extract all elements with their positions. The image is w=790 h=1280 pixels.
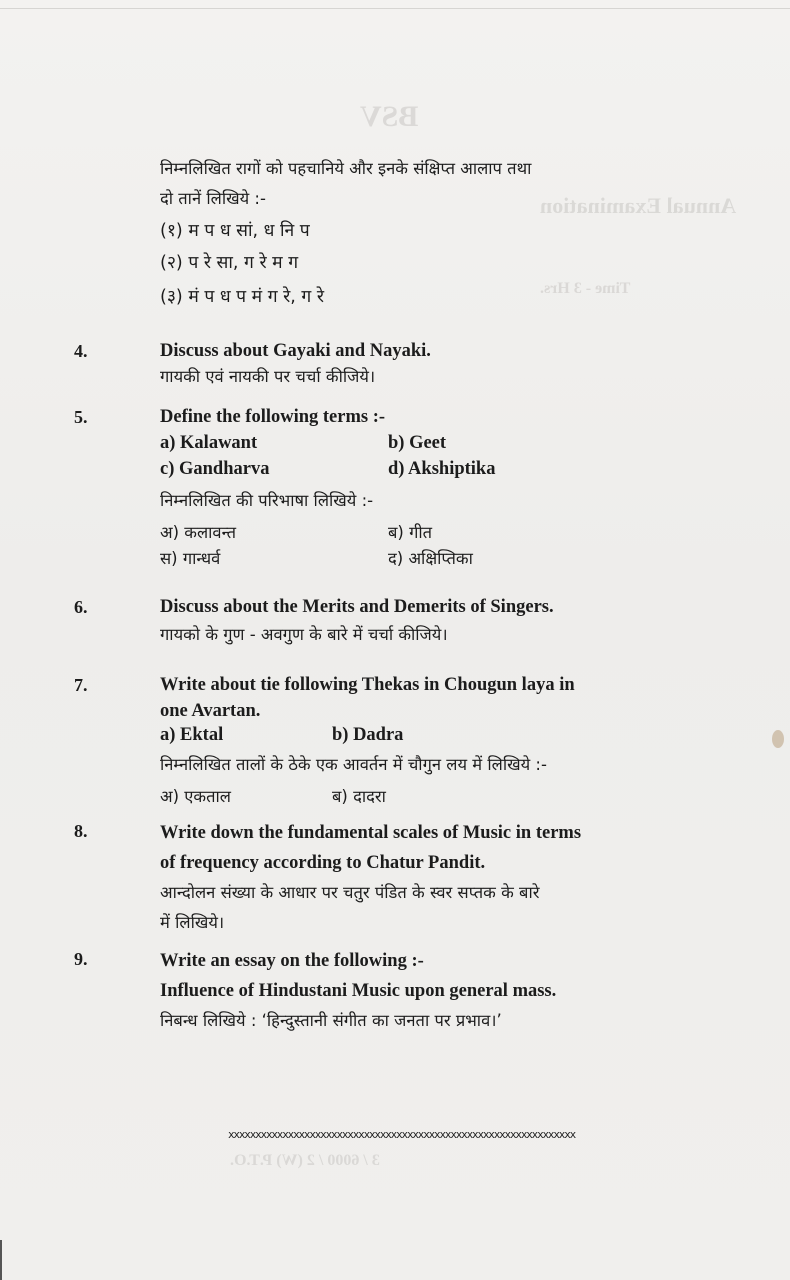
q3-item-1: (१) म प ध सां, ध नि प — [160, 221, 310, 241]
q5-option-a: a) Kalawant — [160, 433, 258, 453]
q7-number: 7. — [74, 675, 88, 695]
q3-item-3: (३) मं प ध प मं ग रे, ग रे — [160, 287, 324, 307]
q7-option-a: a) Ektal — [160, 725, 224, 745]
q5-number: 5. — [74, 407, 88, 427]
q7-options — [160, 724, 680, 746]
q9-hindi: निबन्ध लिखिये : ‘हिन्दुस्तानी संगीत का जनता पर प्रभाव।’ — [160, 1011, 502, 1030]
q5-hindi-options-row-2 — [160, 546, 680, 572]
q7-hindi-option-b: ब) दादरा — [332, 787, 386, 806]
q3-item-2: (२) प रे सा, ग रे म ग — [160, 253, 299, 273]
q8-english-line-1: Write down the fundamental scales of Music in terms — [160, 823, 582, 843]
bleed-through-text-2: Time - 3 Hrs. — [540, 280, 631, 297]
q4-hindi: गायकी एवं नायकी पर चर्चा कीजिये। — [160, 367, 376, 386]
q8-hindi-line-1: आन्दोलन संख्या के आधार पर चतुर पंडित के स्वर सप्तक के बारे — [160, 883, 540, 902]
q3-text-line-2: दो तानें लिखिये :- — [160, 189, 266, 208]
q6-number: 6. — [74, 597, 88, 617]
q7-english-line-2: one Avartan. — [160, 701, 261, 721]
q5-hindi-option-a: अ) कलावन्त — [160, 523, 237, 542]
q9-english-line-1: Write an essay on the following :- — [160, 951, 424, 971]
q5-english: Define the following terms :- — [160, 407, 386, 427]
q7-hindi-option-a: अ) एकताल — [160, 787, 231, 806]
q5-option-d: d) Akshiptika — [388, 459, 496, 479]
fold-line — [0, 8, 790, 9]
q5-hindi-options-row-1 — [160, 520, 680, 546]
q7-hindi-options — [160, 784, 680, 810]
q4-english: Discuss about Gayaki and Nayaki. — [160, 341, 431, 361]
q8-hindi-line-2: में लिखिये। — [160, 913, 225, 932]
q5-options-row-2 — [160, 456, 680, 482]
q5-option-c: c) Gandharva — [160, 459, 270, 479]
q6-hindi: गायको के गुण - अवगुण के बारे में चर्चा कीजिये। — [160, 625, 448, 644]
bleed-through-heading: BSV — [360, 100, 419, 133]
q9-english-line-2: Influence of Hindustani Music upon general mass. — [160, 981, 557, 1001]
q5-hindi: निम्नलिखित की परिभाषा लिखिये :- — [160, 491, 374, 510]
q6-english: Discuss about the Merits and Demerits of Singers. — [160, 597, 554, 617]
paper-mark — [772, 730, 784, 748]
q8-english-line-2: of frequency according to Chatur Pandit. — [160, 853, 486, 873]
q7-option-b: b) Dadra — [332, 725, 404, 745]
bleed-through-text-3: 3 / 6000 / 2 (W) P.T.O. — [230, 1152, 380, 1169]
q7-hindi: निम्नलिखित तालों के ठेके एक आवर्तन में चौगुन लय में लिखिये :- — [160, 755, 547, 774]
q4-number: 4. — [74, 341, 88, 361]
q5-hindi-option-b: ब) गीत — [388, 523, 433, 542]
q8-number: 8. — [74, 821, 88, 841]
q7-english-line-1: Write about tie following Thekas in Chougun laya in — [160, 675, 575, 695]
q5-hindi-option-d: द) अक्षिप्तिका — [388, 549, 473, 568]
q5-option-b: b) Geet — [388, 433, 447, 453]
bleed-through-text-1: Annual Examination — [540, 193, 737, 218]
q5-options-row-1 — [160, 430, 680, 456]
q9-number: 9. — [74, 949, 88, 969]
q5-hindi-option-c: स) गान्धर्व — [160, 549, 221, 568]
q3-text-line-1: निम्नलिखित रागों को पहचानिये और इनके संक्षिप्त आलाप तथा — [160, 159, 532, 178]
paper-edge — [0, 1240, 10, 1280]
end-separator: xxxxxxxxxxxxxxxxxxxxxxxxxxxxxxxxxxxxxxxxxxxxxxxxxxxxxxxxxxxxxxxx — [228, 1128, 576, 1141]
